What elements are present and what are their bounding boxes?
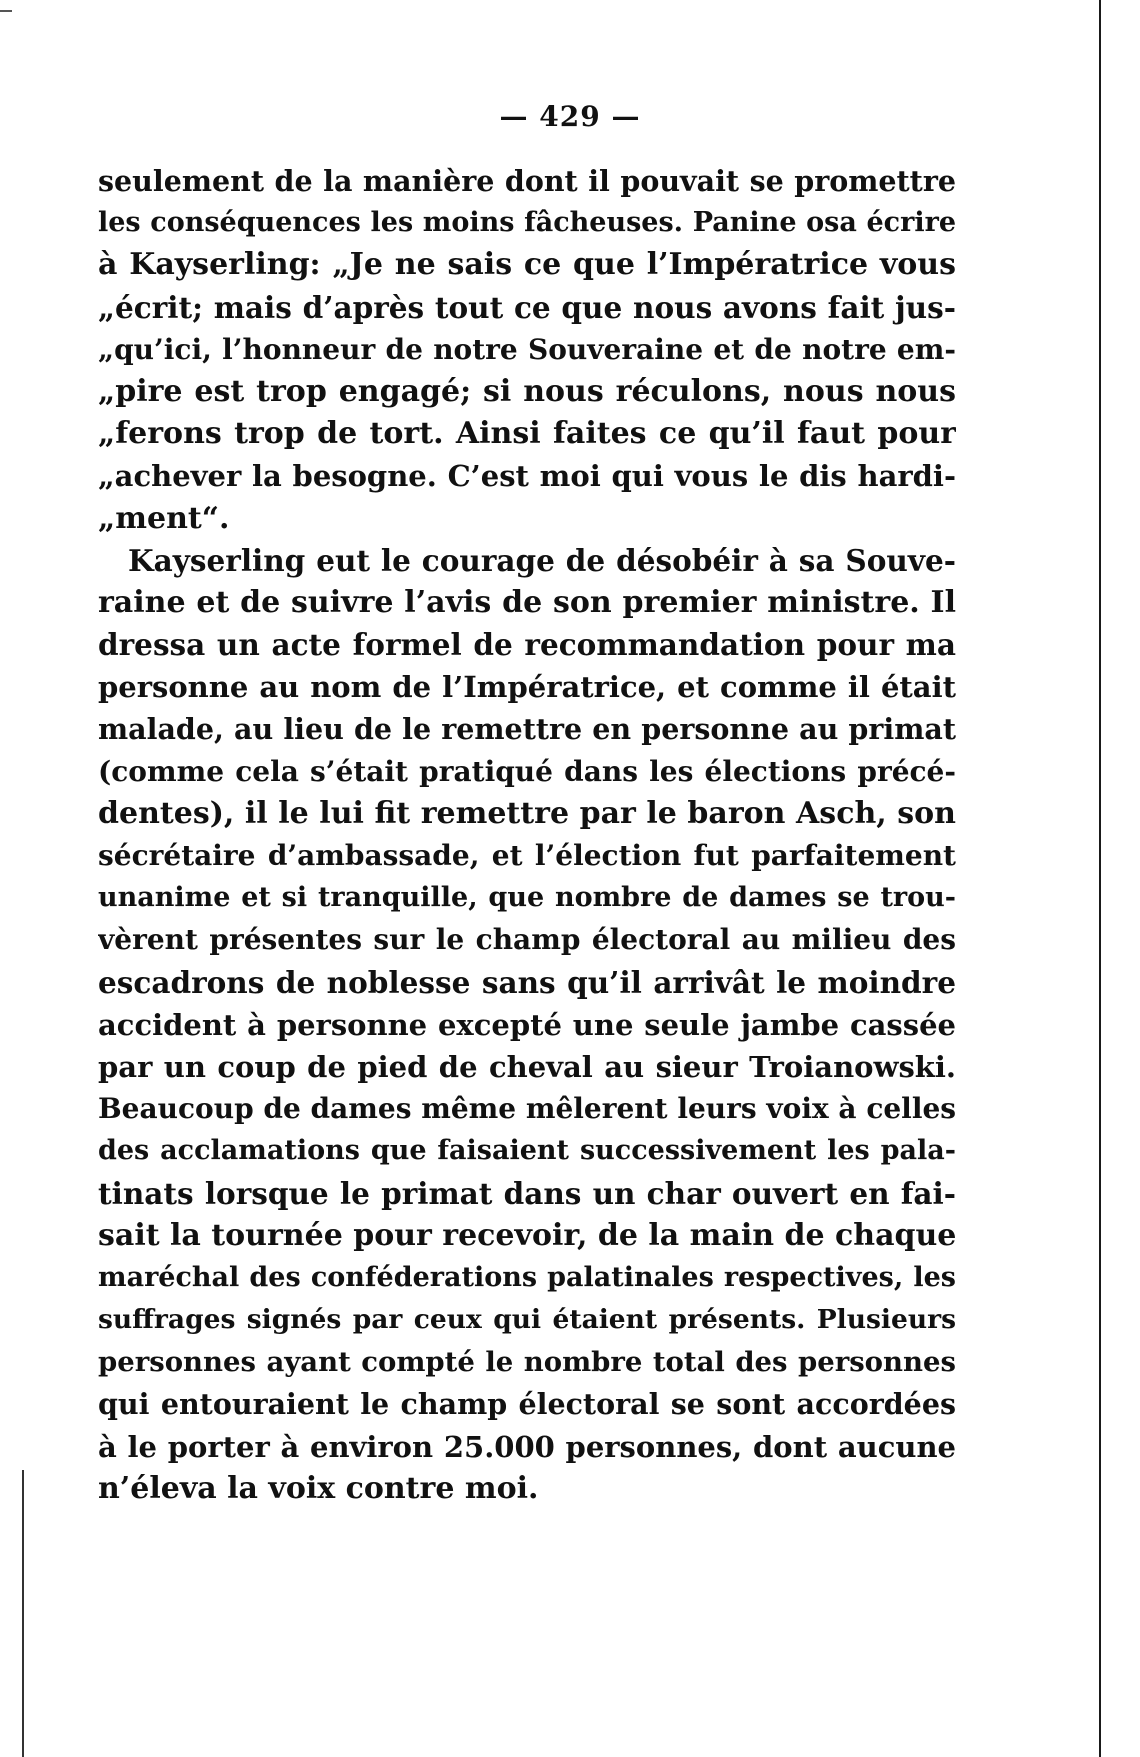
text-line: unanime et si tranquille, que nombre de dames se trou- — [98, 882, 956, 914]
text-line: „achever la besogne. C’est moi qui vous le dis hardi- — [98, 459, 956, 494]
text-line: Kayserling eut le courage de désobéir à sa Souve- — [128, 542, 956, 578]
text-line: dentes), il le lui fit remettre par le baron Asch, son — [98, 795, 956, 831]
scan-edge-left-line — [22, 1470, 24, 1757]
text-line: n’éleva la voix contre moi. — [98, 1470, 539, 1506]
text-line: qui entouraient le champ électoral se sont accordées — [98, 1387, 956, 1422]
text-line: „qu’ici, l’honneur de notre Souveraine et de notre em- — [98, 332, 956, 366]
text-line: personne au nom de l’Impératrice, et comme il était — [98, 670, 956, 705]
scan-edge-right-line — [1099, 0, 1101, 1757]
text-line: Beaucoup de dames même mêlerent leurs voix à celles — [98, 1092, 956, 1126]
text-line: maréchal des conféderations palatinales respectives, les — [98, 1261, 956, 1293]
scan-edge-mark — [0, 10, 12, 12]
text-line: „écrit; mais d’après tout ce que nous avons fait jus- — [98, 289, 956, 325]
text-line: accident à personne excepté une seule jambe cassée — [98, 1007, 956, 1042]
text-line: seulement de la manière dont il pouvait se promettre — [98, 164, 956, 198]
text-line: raine et de suivre l’avis de son premier ministre. Il — [98, 584, 956, 620]
text-line: à le porter à environ 25.000 personnes, dont aucune — [98, 1429, 956, 1464]
text-line: „ment“. — [98, 500, 230, 536]
text-line: escadrons de noblesse sans qu’il arrivât le moindre — [98, 964, 956, 1000]
text-line: sait la tournée pour recevoir, de la main de chaque — [98, 1217, 956, 1253]
text-line: vèrent présentes sur le champ électoral au milieu des — [98, 923, 956, 957]
text-line: „pire est trop engagé; si nous réculons, nous nous — [98, 373, 956, 409]
body-text — [98, 160, 956, 1510]
text-line: suffrages signés par ceux qui étaient présents. Plusieurs — [98, 1304, 956, 1336]
text-line: par un coup de pied de cheval au sieur Troianowski. — [98, 1049, 956, 1084]
text-line: „ferons trop de tort. Ainsi faites ce qu’il faut pour — [98, 416, 956, 452]
page-number: — 429 — — [499, 100, 641, 133]
text-line: les conséquences les moins fâcheuses. Panine osa écrire — [98, 207, 956, 239]
text-line: des acclamations que faisaient successivement les pala- — [98, 1135, 956, 1167]
text-line: sécrétaire d’ambassade, et l’élection fut parfaitement — [98, 839, 956, 872]
text-line: dressa un acte formel de recommandation pour ma — [98, 627, 956, 663]
text-line: à Kayserling: „Je ne sais ce que l’Impératrice vous — [98, 247, 956, 283]
text-line: personnes ayant compté le nombre total des personnes — [98, 1346, 956, 1379]
text-line: tinats lorsque le primat dans un char ouvert en fai- — [98, 1175, 956, 1211]
text-line: (comme cela s’était pratiqué dans les élections précé- — [98, 754, 956, 788]
text-line: malade, au lieu de le remettre en personne au primat — [98, 712, 956, 747]
